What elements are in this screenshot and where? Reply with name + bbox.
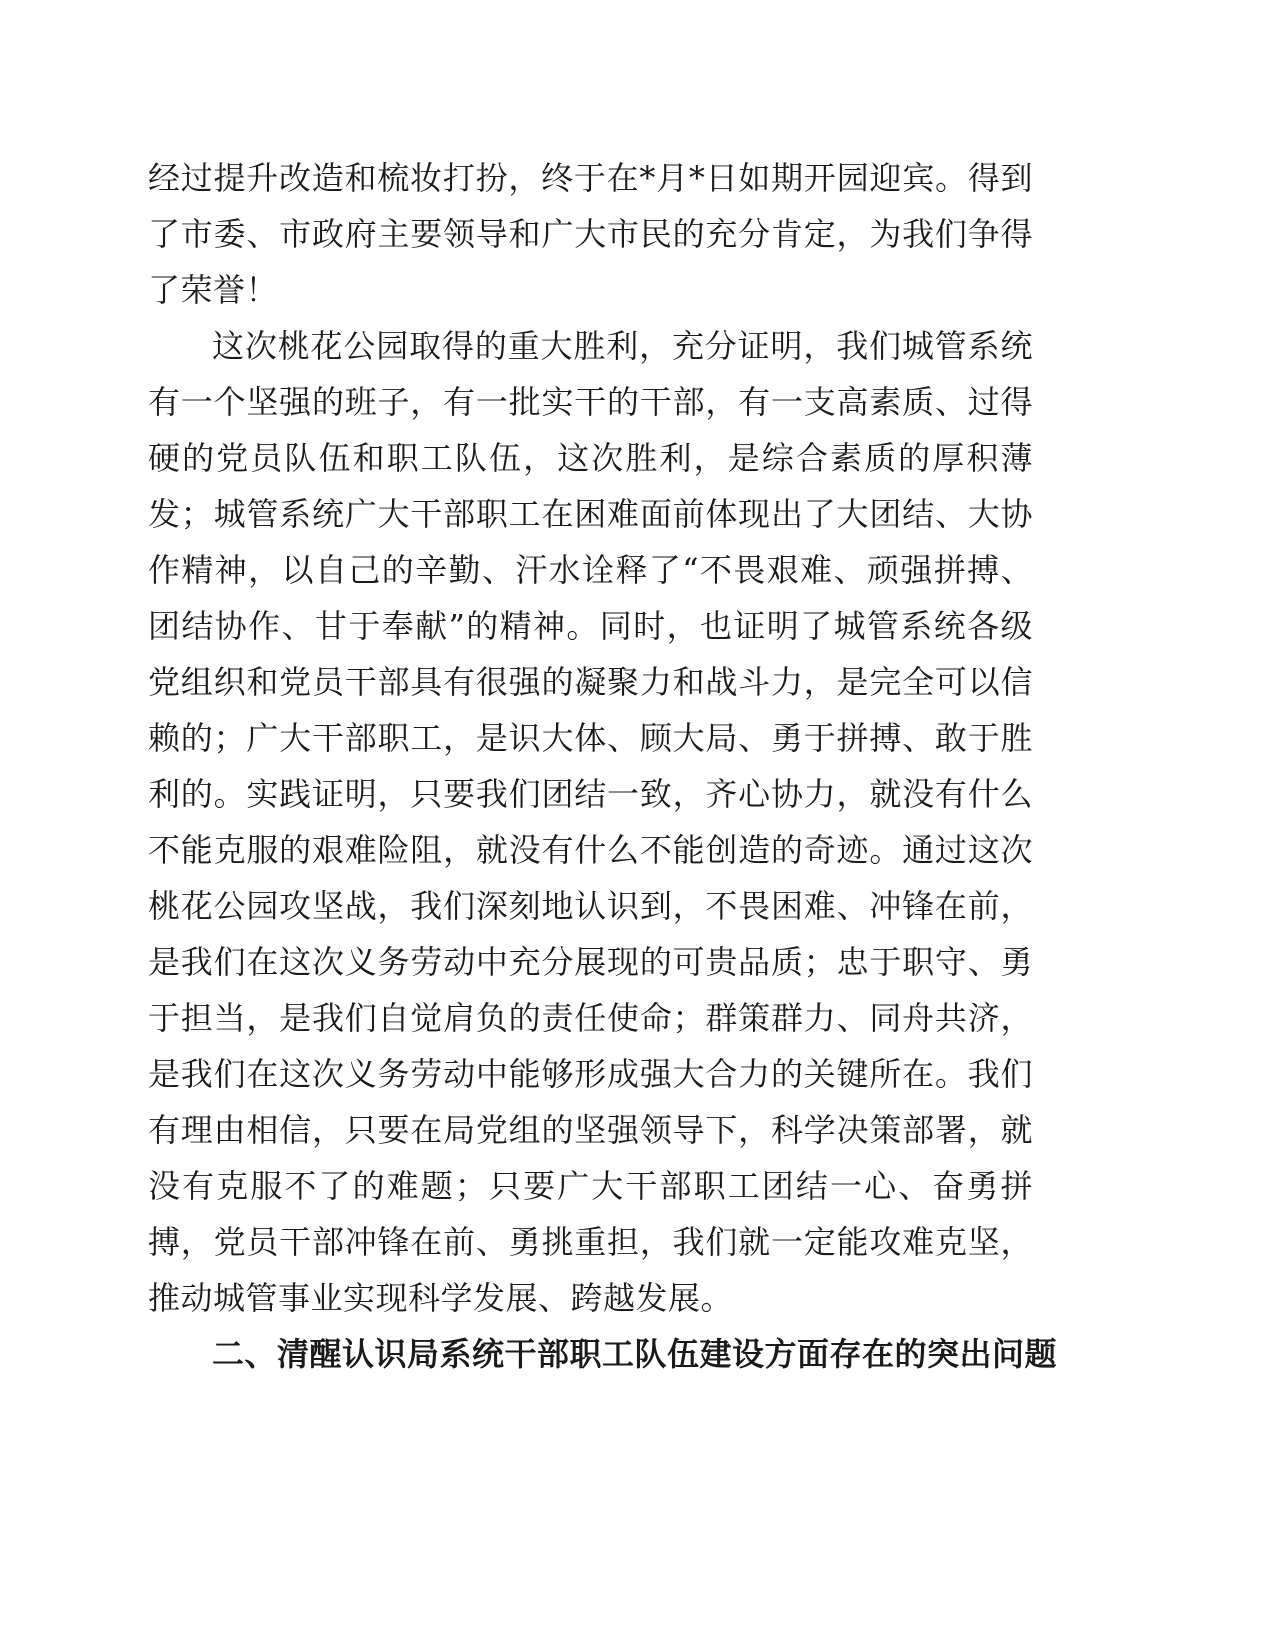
document-page xyxy=(148,150,1058,1382)
section-heading: 二、清醒认识局系统干部职工队伍建设方面存在的突出问题 xyxy=(212,1335,1058,1373)
paragraph-continued: 经过提升改造和梳妆打扮，终于在*月*日如期开园迎宾。得到了市委、市政府主要领导和广大市民的充分肯定，为我们争得了荣誉！ xyxy=(148,159,1033,309)
paragraph-victory-summary: 这次桃花公园取得的重大胜利，充分证明，我们城管系统有一个坚强的班子，有一批实干的干部，有一支高素质、过得硬的党员队伍和职工队伍，这次胜利，是综合素质的厚积薄发；城管系统广大干部职工在困难面前体现出了大团结、大协作精神，以自己的辛勤、汗水诠释了“不畏艰难、顽强拼搏、团结协作、甘于奉献”的精神。同时，也证明了城管系统各级党组织和党员干部具有很强的凝聚力和战斗力，是完全可以信赖的；广大干部职工，是识大体、顾大局、勇于拼搏、敢于胜利的。实践证明，只要我们团结一致，齐心协力，就没有什么不能克服的艰难险阻，就没有什么不能创造的奇迹。通过这次桃花公园攻坚战，我们深刻地认识到，不畏困难、冲锋在前，是我们在这次义务劳动中充分展现的可贵品质；忠于职守、勇于担当，是我们自觉肩负的责任使命；群策群力、同舟共济，是我们在这次义务劳动中能够形成强大合力的关键所在。我们有理由相信，只要在局党组的坚强领导下，科学决策部署，就没有克服不了的难题；只要广大干部职工团结一心、奋勇拼搏，党员干部冲锋在前、勇挑重担，我们就一定能攻难克坚，推动城管事业实现科学发展、跨越发展。 xyxy=(148,327,1033,1317)
